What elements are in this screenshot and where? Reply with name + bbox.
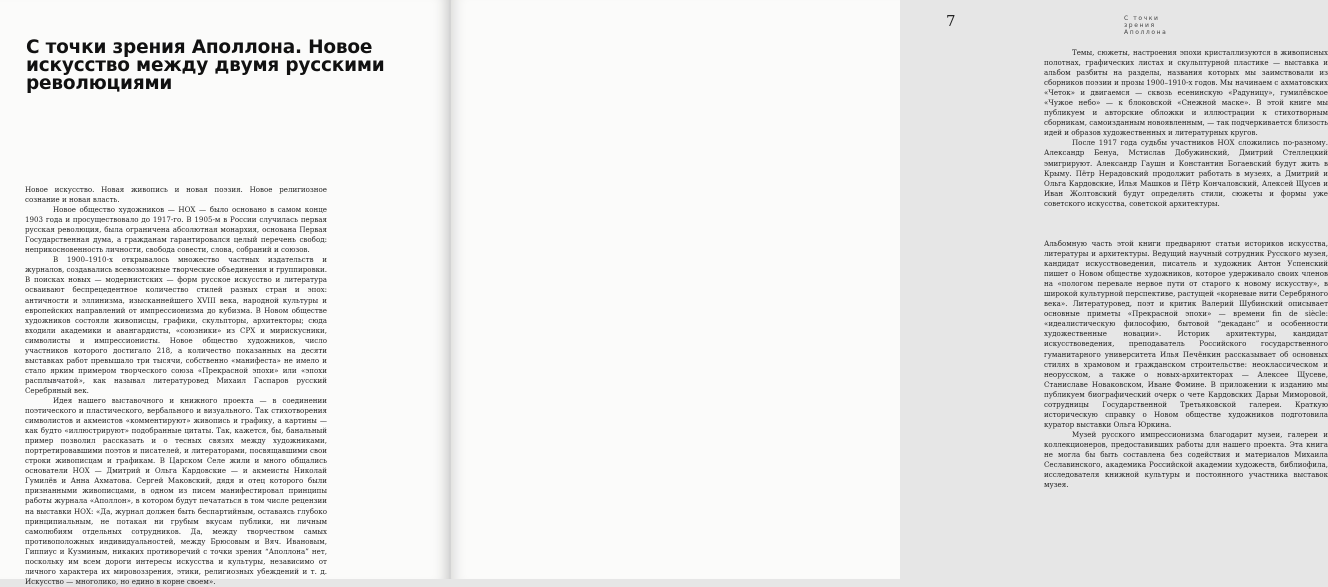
left-page [0,0,449,586]
right-body-text-bottom [1044,239,1328,490]
article-title: С точки зрения Аполлона. Новое искусство между двумя русскими революциями [26,37,385,94]
left-paragraph: Идея нашего выставочного и книжного проекта — в соединении поэтического и пластического, вербального и визуального. Так стихотворения символистов и акмеистов «комментируют» живопись и графику, а картины — как будто «иллюстрируют» подобранные цитаты. Так, кажется, бы, банальный пример позволил рассказать и о тесных связях между художниками, портретировавшими поэтов и писателей, и литераторами, посвящавшими свои строки живописцам и графикам. В Царском Селе жили и много общались основатели НОХ — Дмитрий и Ольга Кардовские — и акмеисты Николай Гумилёв и Анна Ахматова. Сергей Маковский, дядя и отец которого были признанными живописцами, в одном из писем манифестировал принципы работы журнала «Аполлон», в котором будут печататься в том числе рецензии на выставки НОХ: «Да, журнал должен быть беспартийным, оставаясь глубоко принципиальным, не потакая ни грубым вкусам публики, ни личным самолюбиям отдельных сотрудников. Да, между творчеством самых противоположных индивидуальностей, между Брюсовым и Вяч. Ивановым, Гиппиус и Кузминым, никаких противоречий с точки зрения “Аполлона” нет, поскольку им всем дороги интересы искусства и культуры, независимо от личного характера их мировоззрения, этики, религиозных убеждений и т. д. Искусство — многолико, но едино в корне своем». [25,395,327,586]
left-paragraph: В 1900–1910-х открывалось множество частных издательств и журналов, создавались всевозможные творческие объединения и группировки. В поисках новых — модернистских — форм русское искусство и литература осваивают беспрецедентное количество стилей разных стран и эпох: античности и эллинизма, изысканнейшего XVIII века, народной культуры и европейских направлений от импрессионизма до кубизма. В Новом обществе художников состояли живописцы, графики, скульпторы, архитекторы; сюда входили академики и авангардисты, «союзники» из СРХ и мирискусники, символисты и импрессионисты. Новое общество художников, число участников которого достигало 218, а количество показанных на десяти выставках работ превышало три тысячи, собственно «манифеста» не имело и стало ярким примером творческого союза «Прекрасной эпохи» или «эпохи расплывчатой», как называл литературовед Михаил Гаспаров русский Серебряный век. [25,255,327,395]
right-body-text-top [1044,48,1328,209]
left-paragraph: Новое искусство. Новая живопись и новая поэзия. Новое религиозное сознание и новая власть. [25,185,327,205]
right-page [451,0,1328,579]
right-paragraph: Альбомную часть этой книги предваряют статьи историков искусства, литературы и архитектуры. Ведущий научный сотрудник Русского музея, кандидат искусствоведения, писатель и художник Антон Успенский пишет о Новом обществе художников, которое удерживало своих членов на «пологом перевале нервое пути от старого к новому искусству», в широкой культурной перспективе, растущей «корневые нити Серебряного века». Литературовед, поэт и критик Валерий Шубинский описывает основные приметы «Прекрасной эпохи» — времени fin de siècle: «идеалистическую философию, бытовой “декаданс” и особенности художественные новации». Историк архитектуры, кандидат искусствоведения, преподаватель Российского государственного гуманитарного университета Илья Печёнкин рассказывает об основных стилях в храмовом и гражданском строительстве: неоклассическом и неорусском, а также о новых-архитекторах — Алексее Щусеве, Станиславе Новаковском, Иване Фомине. В приложении к изданию мы публикуем биографический очерк о чете Кардовских Дарьи Миморовой, сотрудницы Государственной Третьяковской галереи. Краткую историческую справку о Новом обществе художников подготовила куратор выставки Ольга Юркина. [1044,239,1328,429]
running-head: С точки зрения Аполлона [1124,15,1168,36]
right-paragraph: Музей русского импрессионизма благодарит музеи, галереи и коллекционеров, предоставивших работы для нашего проекта. Эта книга не могла бы быть составлена без содействия и материалов Михаила Сеславинского, академика Российской академии художеств, библиофила, исследователя книжной культуры и постоянного участника выставок музея. [1044,429,1328,490]
left-paragraph: Новое общество художников — НОХ — было основано в самом конце 1903 года и просуществовало до 1917-го. В 1905-м в России случилась первая русская революция, была ограничена абсолютная монархия, основана Первая Государственная дума, а гражданам гарантировался целый перечень свобод: неприкосновенность личности, свобода совести, слова, собраний и союзов. [25,205,327,255]
right-paragraph: После 1917 года судьбы участников НОХ сложились по-разному. Александр Бенуа, Мстислав Добужинский, Дмитрий Стеллецкий эмигрируют. Александр Гаушн и Константин Богаевский будут жить в Крыму. Пётр Нерадовский продолжит работать в музеях, а Дмитрий и Ольга Кардовские, Илья Машков и Пётр Кончаловский, Алексей Щусев и Иван Жолтовский будут определять стили, сюжеты и формы уже советского искусства, советской архитектуры. [1044,138,1328,208]
page-number: 7 [946,12,956,30]
left-body-text [25,185,327,587]
right-paragraph: Темы, сюжеты, настроения эпохи кристаллизуются в живописных полотнах, графических листах и скульптурной пластике — выставка и альбом разбиты на разделы, названия которых мы заимствовали из сборников поэзии и прозы 1900–1910-х годов. Мы начинаем с ахматовских «Четок» и двигаемся — сквозь есенинскую «Радуницу», гумилёвское «Чужое небо» — к блоковской «Снежной маске». В этой книге мы публикуем и авторские обложки и иллюстрации к стихотворным сборникам, самоизданным новоявленным, — так подчеркивается близость идей и образов художественных и литературных кругов. [1044,48,1328,138]
